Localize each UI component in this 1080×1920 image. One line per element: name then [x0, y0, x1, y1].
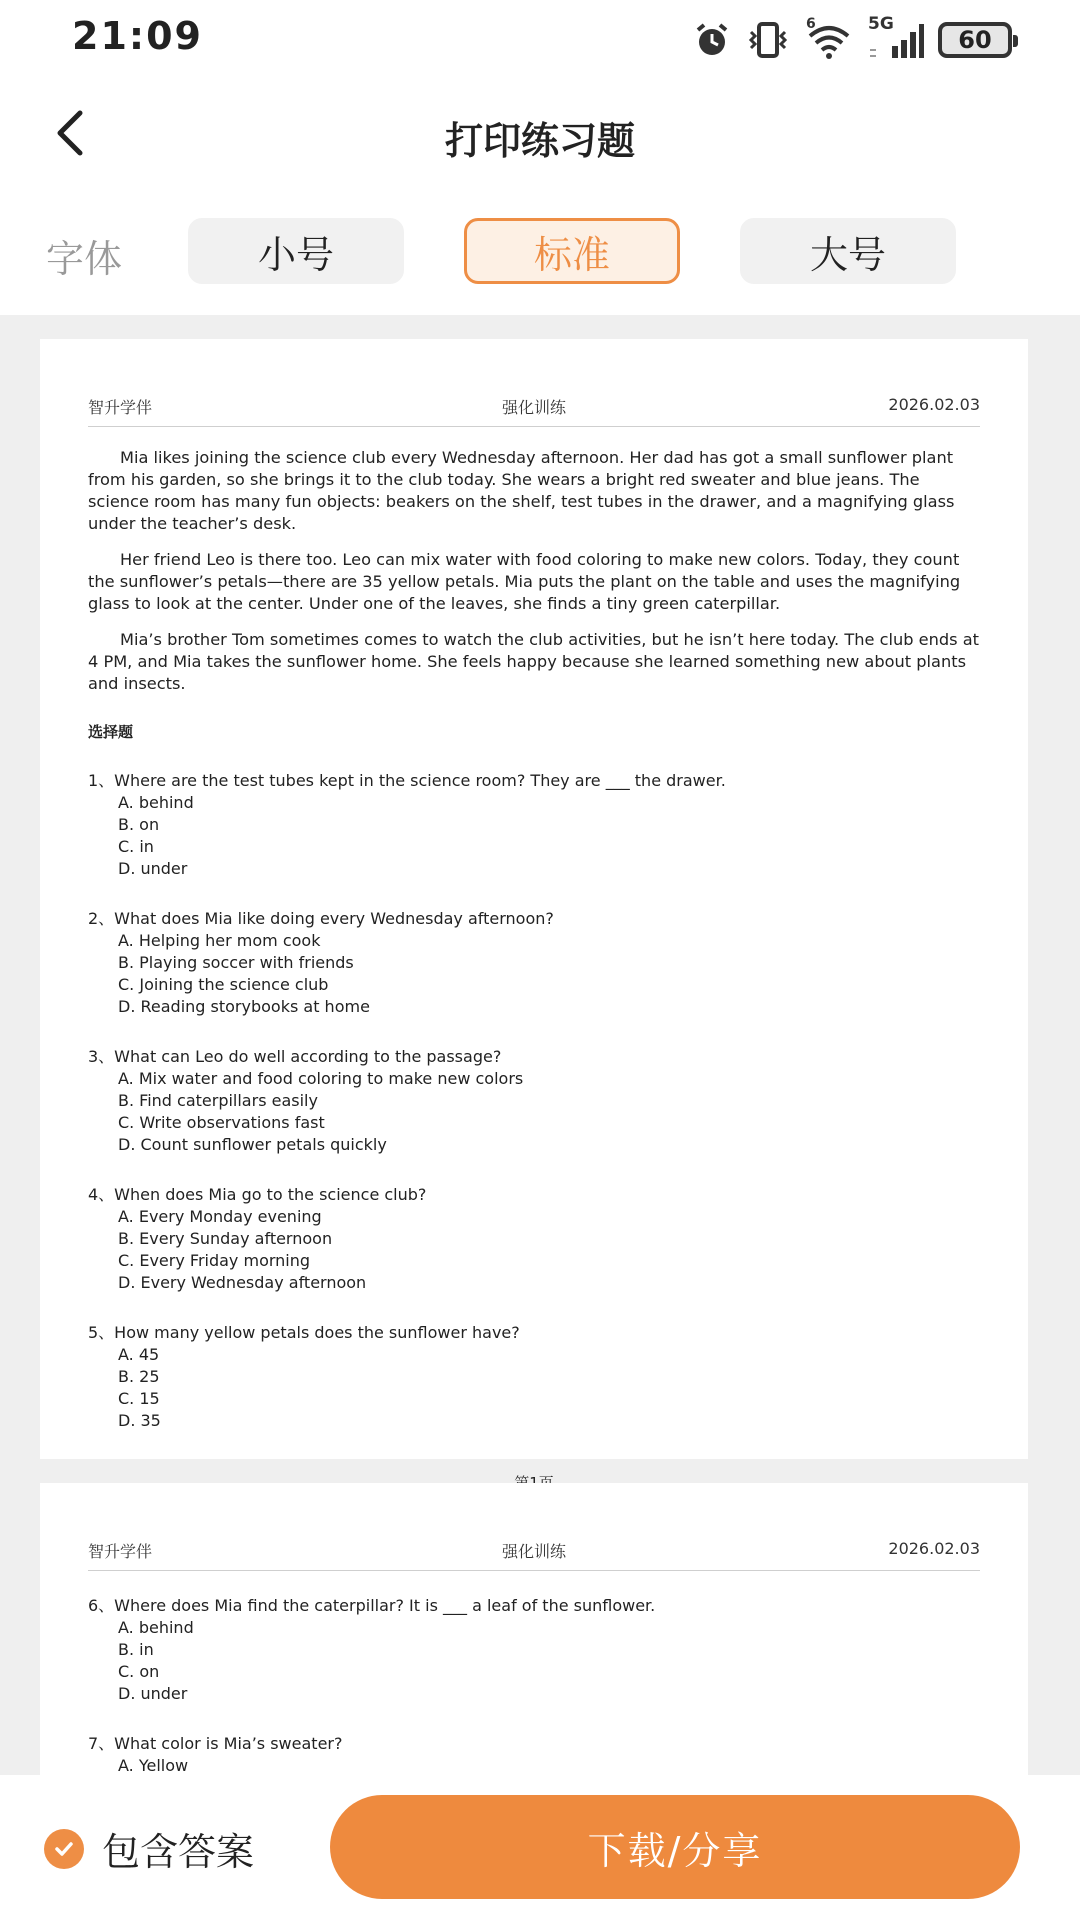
preview-page-1: [40, 339, 1028, 1459]
question-option: C. 15: [118, 1389, 160, 1408]
question-option: A. Mix water and food coloring to make new colors: [118, 1069, 524, 1088]
question-option: B. Find caterpillars easily: [118, 1091, 318, 1110]
battery-icon: 60: [938, 22, 1012, 58]
signal-label: 5G: [868, 14, 894, 34]
question-item: [88, 908, 980, 1018]
wifi-badge: 6: [806, 16, 816, 32]
section-title: 选择题: [88, 723, 134, 741]
font-size-standard-button[interactable]: 标准: [464, 218, 680, 284]
status-bar: [0, 0, 1080, 80]
download-share-button[interactable]: 下载/分享: [330, 1795, 1020, 1899]
question-option: D. Every Wednesday afternoon: [118, 1273, 367, 1292]
question-option: A. Every Monday evening: [118, 1207, 322, 1226]
question-item: [88, 770, 980, 880]
passage-paragraph: Mia likes joining the science club every Wednesday afternoon. Her dad has got a small sunflower plant from his garden, so she brings it to the club today. She wears a bright red sweater and blue jeans. The science room has many fun objects: beakers on the shelf, test tubes in the drawer, and a magnifying glass under the teacher’s desk.: [88, 448, 955, 533]
question-item: [88, 1322, 980, 1432]
question-option: D. 35: [118, 1411, 161, 1430]
page-header-date: 2026.02.03: [888, 395, 980, 414]
passage-paragraph: Mia’s brother Tom sometimes comes to watch the club activities, but he isn’t here today. The club ends at 4 PM, and Mia takes the sunflower home. She feels happy because she learned something new about plants and insects.: [88, 630, 980, 693]
question-text: 1、Where are the test tubes kept in the science room? They are ___ the drawer.: [88, 771, 726, 790]
question-option: B. Playing soccer with friends: [118, 953, 354, 972]
question-item: [88, 1046, 980, 1156]
page-header-date: 2026.02.03: [888, 1539, 980, 1558]
alarm-icon: [692, 20, 732, 60]
include-answers-checkbox[interactable]: [44, 1821, 254, 1876]
page-header-brand: 智升学伴: [88, 398, 153, 417]
bottom-bar: [0, 1775, 1080, 1920]
question-text: 7、What color is Mia’s sweater?: [88, 1734, 343, 1753]
question-option: A. Helping her mom cook: [118, 931, 321, 950]
question-option: B. in: [118, 1640, 154, 1659]
wifi-icon: [804, 16, 854, 60]
question-text: 2、What does Mia like doing every Wednesday afternoon?: [88, 909, 554, 928]
status-icons: [692, 14, 1012, 62]
question-option: C. on: [118, 1662, 160, 1681]
question-option: A. 45: [118, 1345, 160, 1364]
question-option: A. Yellow: [118, 1756, 189, 1775]
question-option: B. on: [118, 815, 160, 834]
question-option: B. Every Sunday afternoon: [118, 1229, 333, 1248]
font-size-selector: [0, 190, 1080, 315]
question-option: D. under: [118, 1684, 188, 1703]
question-option: C. in: [118, 837, 154, 856]
font-size-large-button[interactable]: 大号: [740, 218, 956, 284]
question-option: C. Every Friday morning: [118, 1251, 311, 1270]
question-item: [88, 1184, 980, 1294]
font-size-small-button[interactable]: 小号: [188, 218, 404, 284]
preview-scroll-area[interactable]: [0, 315, 1080, 1775]
page-header: [88, 387, 980, 427]
include-answers-label: 包含答案: [102, 1830, 255, 1874]
question-option: A. behind: [118, 793, 194, 812]
question-option: D. Count sunflower petals quickly: [118, 1135, 387, 1154]
page-title: 打印练习题: [444, 119, 635, 163]
question-option: D. under: [118, 859, 188, 878]
question-option: B. 25: [118, 1367, 160, 1386]
page-header-title: 强化训练: [501, 398, 566, 417]
question-option: C. Joining the science club: [118, 975, 329, 994]
question-option: A. behind: [118, 1618, 194, 1637]
font-label: 字体: [46, 237, 123, 281]
page-header-title: 强化训练: [501, 1542, 566, 1561]
page-header: [88, 1531, 980, 1571]
passage-paragraph: Her friend Leo is there too. Leo can mix water with food coloring to make new colors. Today, they count the sunflower’s petals—there are 35 yellow petals. Mia puts the plant on the table and uses the magnifying glass to look at the center. Under one of the leaves, she finds a tiny green caterpillar.: [88, 550, 961, 613]
checkmark-icon: [44, 1829, 84, 1869]
page-header-brand: 智升学伴: [88, 1542, 153, 1561]
question-text: 4、When does Mia go to the science club?: [88, 1185, 427, 1204]
signal-icon: [868, 14, 924, 60]
question-option: C. Write observations fast: [118, 1113, 325, 1132]
question-item: [88, 1595, 980, 1705]
question-option: D. Reading storybooks at home: [118, 997, 370, 1016]
header: [0, 80, 1080, 190]
vibrate-icon: [746, 20, 790, 60]
status-time: 21:09: [72, 14, 203, 58]
question-text: 5、How many yellow petals does the sunflower have?: [88, 1323, 520, 1342]
question-text: 3、What can Leo do well according to the passage?: [88, 1047, 502, 1066]
question-text: 6、Where does Mia find the caterpillar? It is ___ a leaf of the sunflower.: [88, 1596, 656, 1615]
